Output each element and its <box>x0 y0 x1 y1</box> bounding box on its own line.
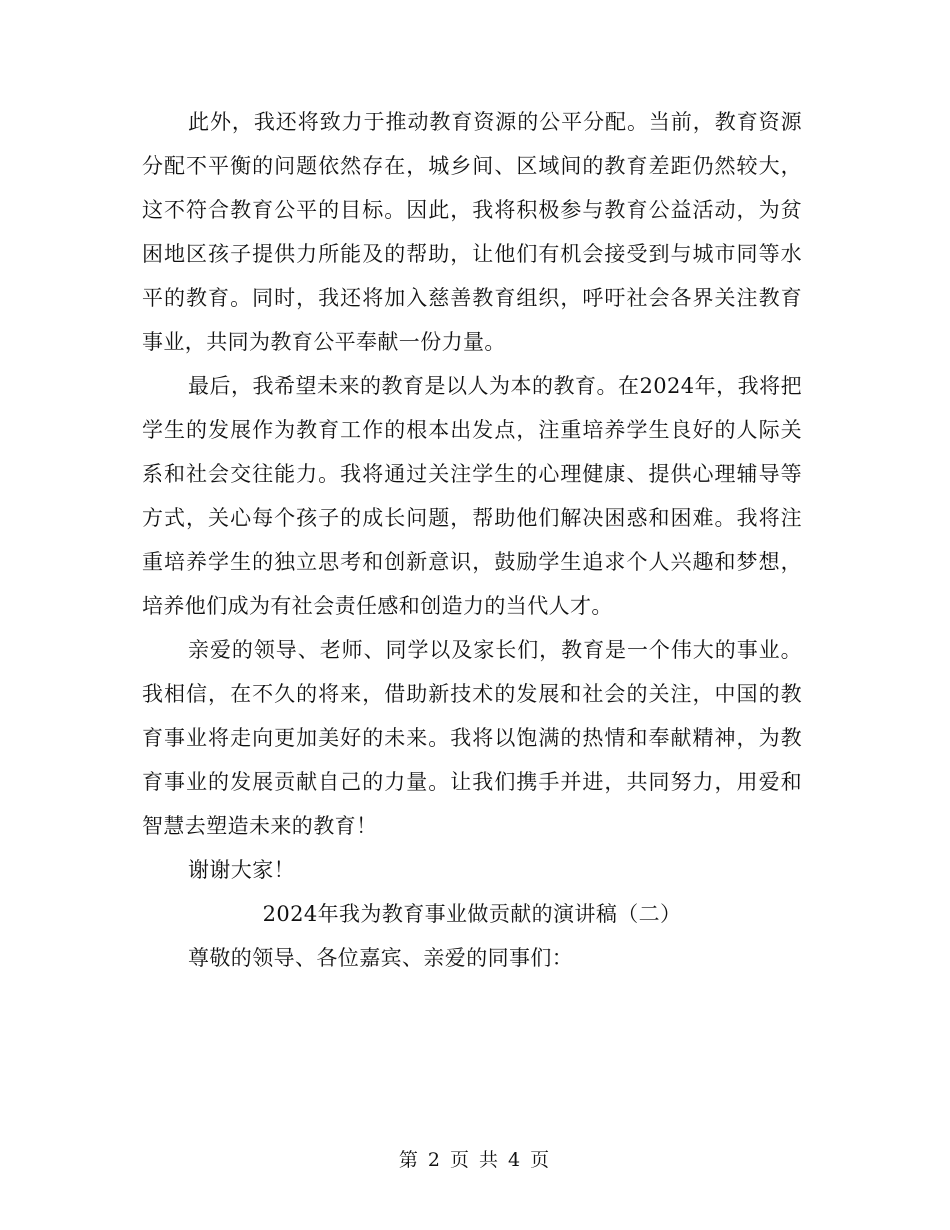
paragraph-resource-fairness: 此外，我还将致力于推动教育资源的公平分配。当前，教育资源分配不平衡的问题依然存在，城乡间、区域间的教育差距仍然较大，这不符合教育公平的目标。因此，我将积极参与教育公益活动，为贫困地区孩子提供力所能及的帮助，让他们有机会接受到与城市同等水平的教育。同时，我还将加入慈善教育组织，呼吁社会各界关注教育事业，共同为教育公平奉献一份力量。 <box>142 110 802 354</box>
document-body <box>142 100 802 980</box>
paragraph-closing-appeal: 亲爱的领导、老师、同学以及家长们，教育是一个伟大的事业。我相信，在不久的将来，借助新技术的发展和社会的关注，中国的教育事业将走向更加美好的未来。我将以饱满的热情和奉献精神，为教育事业的发展贡献自己的力量。让我们携手并进，共同努力，用爱和智慧去塑造未来的教育！ <box>142 638 802 838</box>
paragraph-people-oriented: 最后，我希望未来的教育是以人为本的教育。在2024年，我将把学生的发展作为教育工作的根本出发点，注重培养学生良好的人际关系和社会交往能力。我将通过关注学生的心理健康、提供心理辅导等方式，关心每个孩子的成长问题，帮助他们解决困惑和困难。我将注重培养学生的独立思考和创新意识，鼓励学生追求个人兴趣和梦想，培养他们成为有社会责任感和创造力的当代人才。 <box>142 374 802 618</box>
section-title: 2024年我为教育事业做贡献的演讲稿（二） <box>262 902 682 926</box>
salutation: 尊敬的领导、各位嘉宾、亲爱的同事们： <box>188 946 574 970</box>
paragraph-thanks: 谢谢大家！ <box>188 858 295 882</box>
page-number-footer: 第 2 页 共 4 页 <box>398 1149 552 1171</box>
